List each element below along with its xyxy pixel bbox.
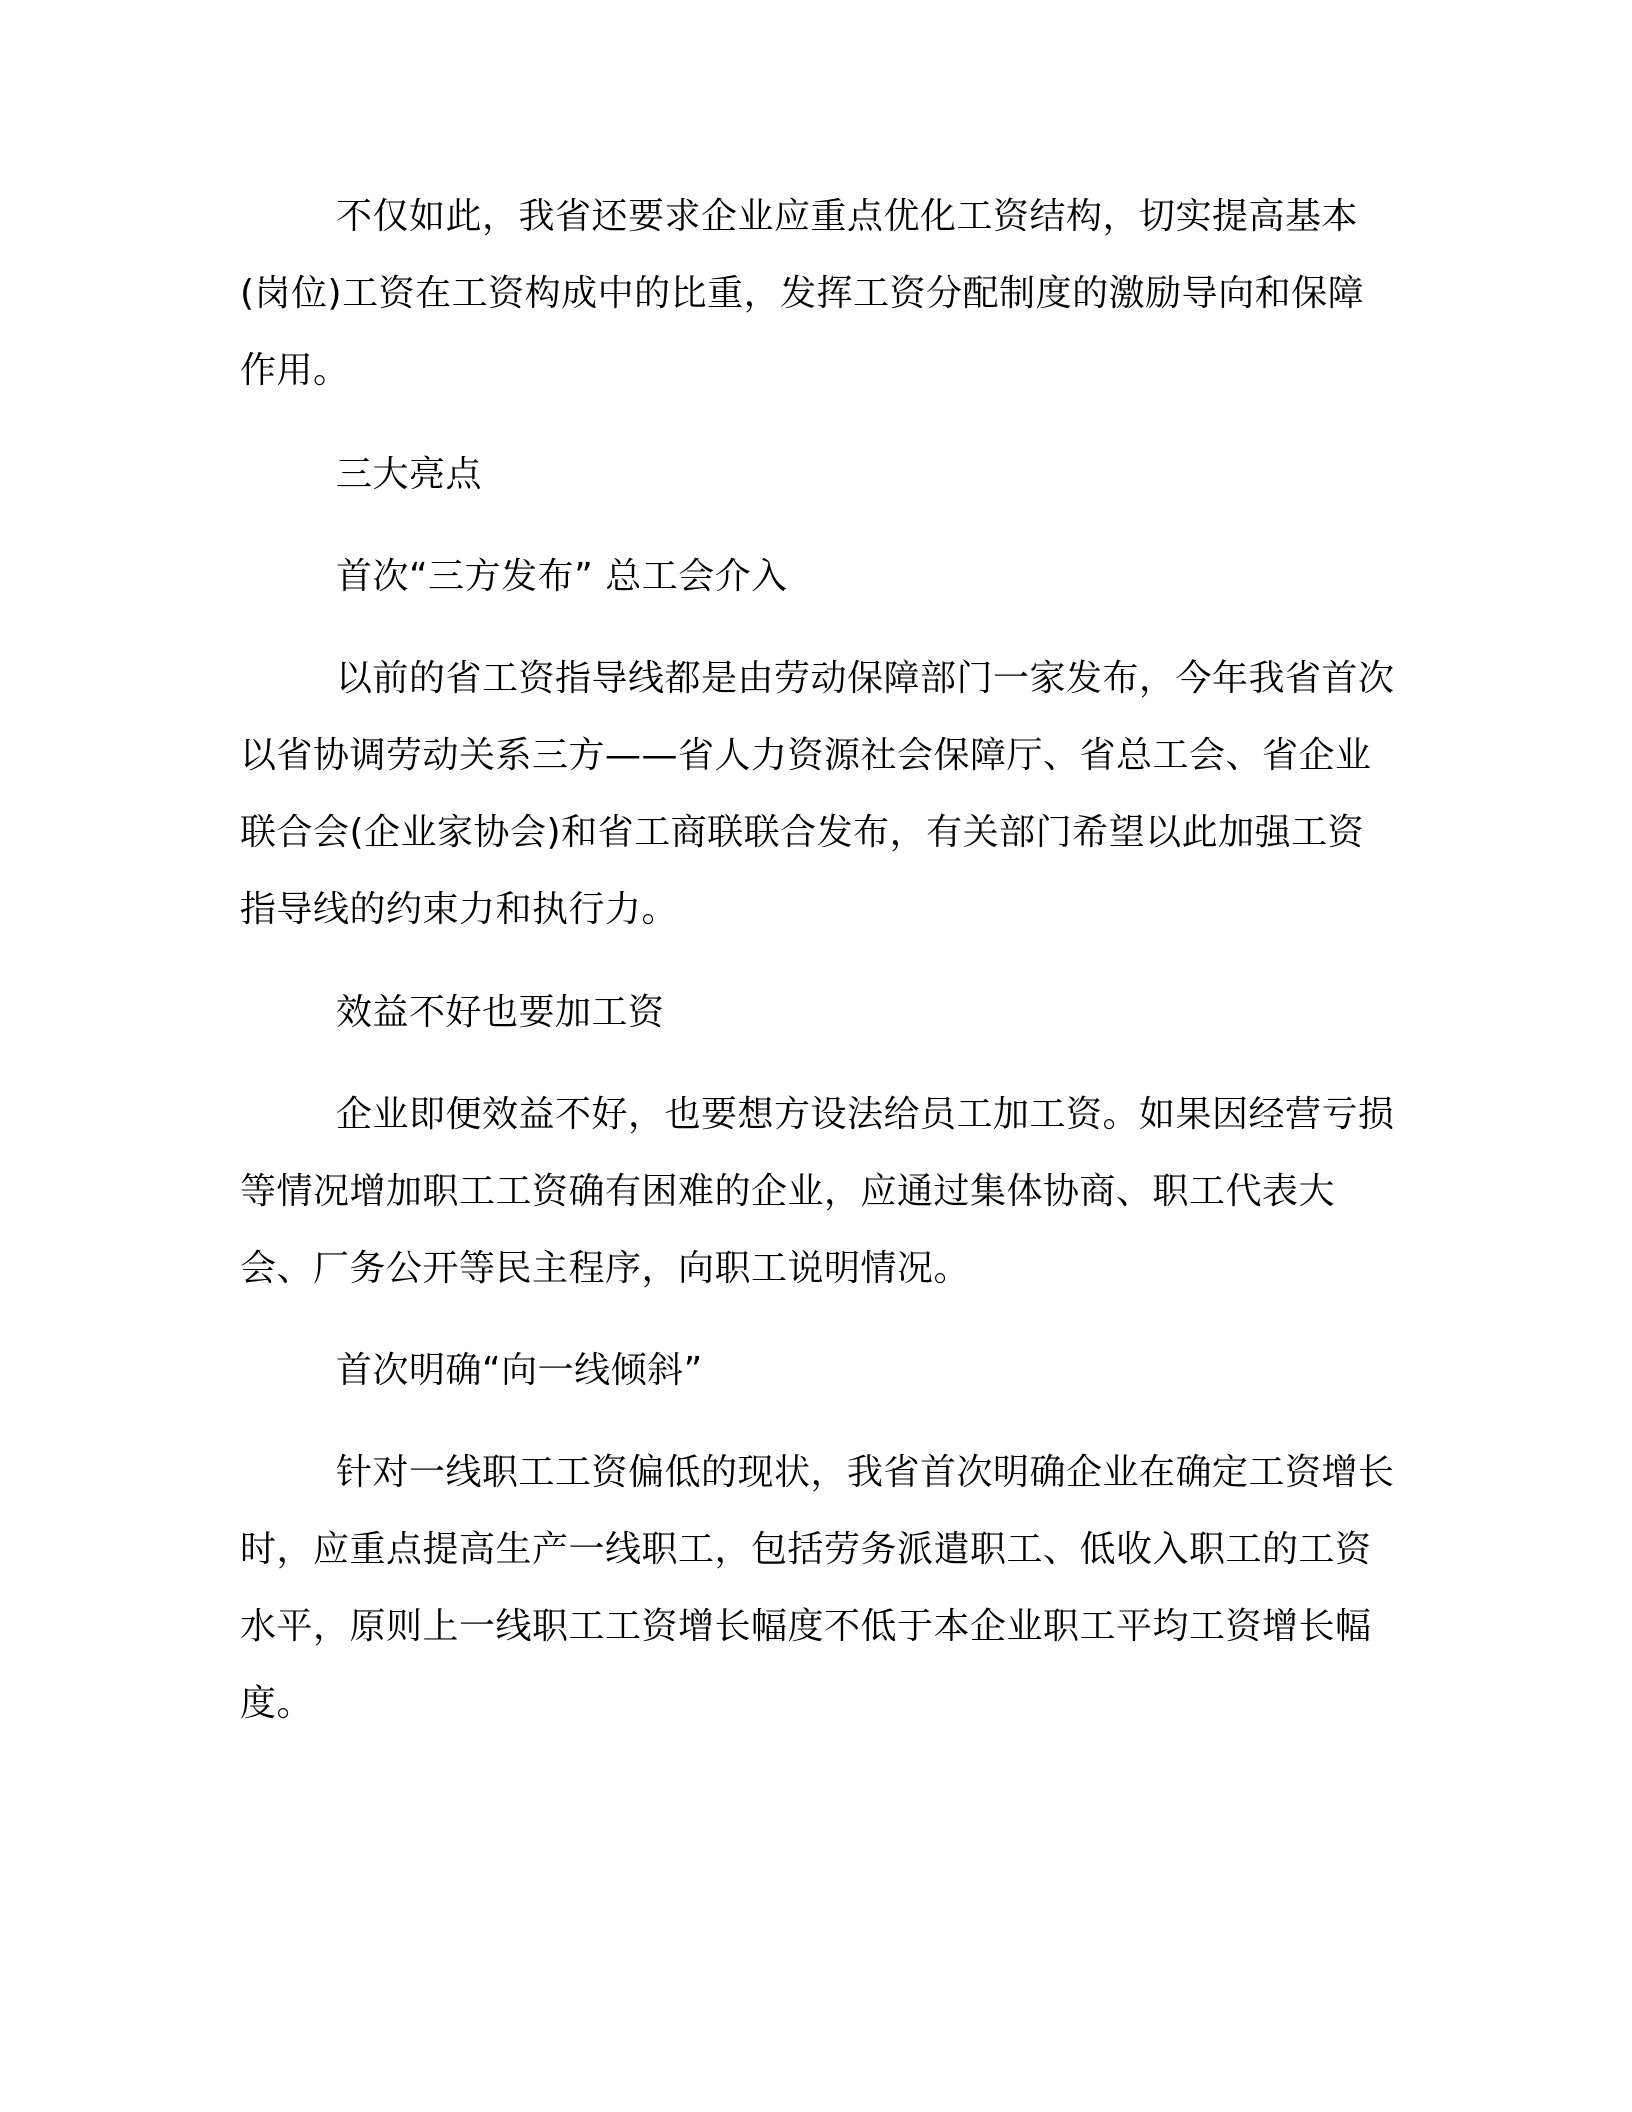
paragraph-raise-despite-poor-performance: 企业即便效益不好，也要想方设法给员工加工资。如果因经营亏损等情况增加职工工资确有困难的企业，应通过集体协商、职工代表大会、厂务公开等民主程序，向职工说明情况。 [240, 1094, 1395, 1289]
paragraph-wage-structure: 不仅如此，我省还要求企业应重点优化工资结构，切实提高基本(岗位)工资在工资构成中的比重，发挥工资分配制度的激励导向和保障作用。 [240, 196, 1365, 391]
paragraph-frontline-priority: 针对一线职工工资偏低的现状，我省首次明确企业在确定工资增长时，应重点提高生产一线职工，包括劳务派遣职工、低收入职工的工资水平，原则上一线职工工资增长幅度不低于本企业职工平均工资增长幅度。 [240, 1452, 1395, 1724]
heading-frontline-priority: 首次明确“向一线倾斜” [336, 1350, 703, 1391]
paragraph-tripartite-release: 以前的省工资指导线都是由劳动保障部门一家发布，今年我省首次以省协调劳动关系三方——省人力资源社会保障厅、省总工会、省企业联合会(企业家协会)和省工商联联合发布，有关部门希望以此加强工资指导线的约束力和执行力。 [240, 658, 1395, 930]
heading-three-highlights: 三大亮点 [336, 454, 483, 495]
heading-tripartite-release: 首次“三方发布” 总工会介入 [336, 556, 788, 597]
heading-raise-despite-poor-performance: 效益不好也要加工资 [336, 992, 665, 1033]
